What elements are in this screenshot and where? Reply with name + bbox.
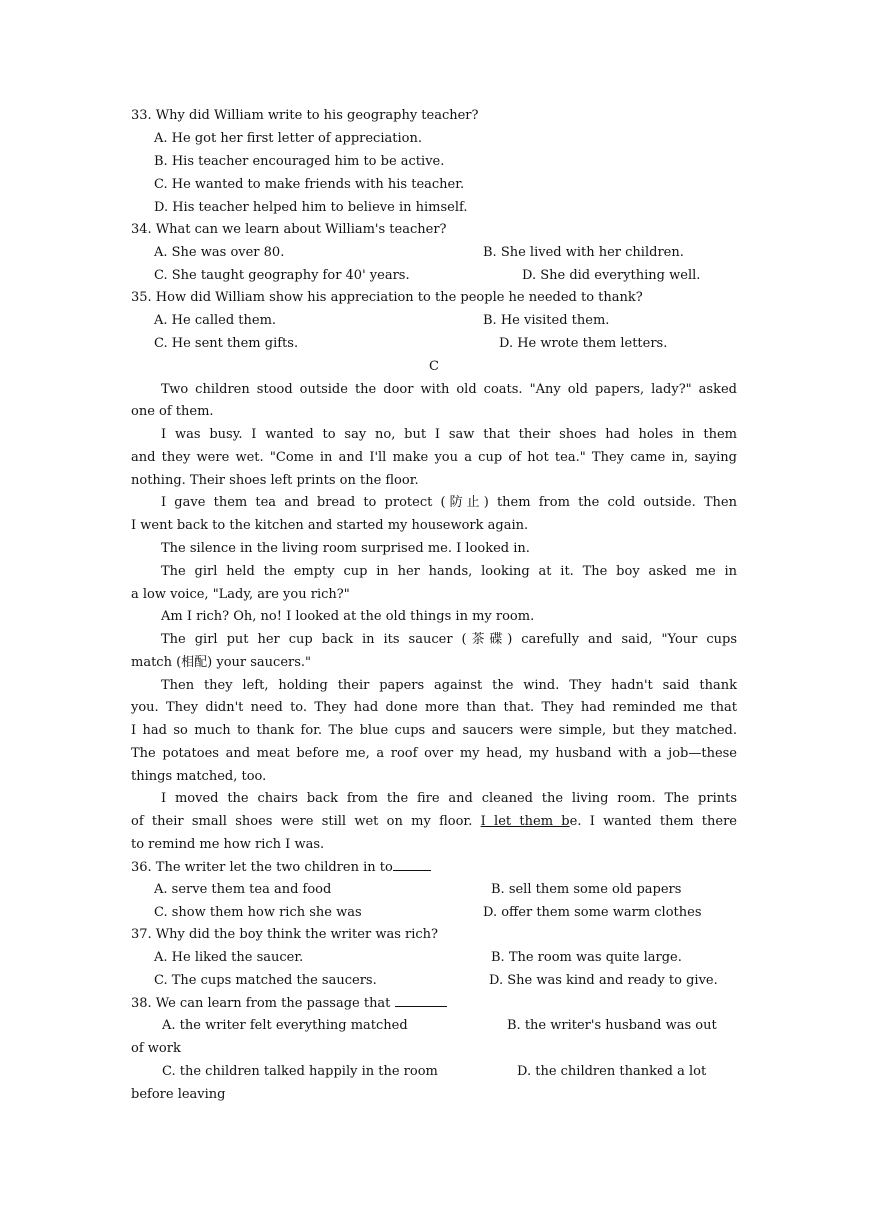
passage-p2-line1: I was busy. I wanted to say no, but I saw that their shoes had holes in them	[161, 427, 737, 442]
passage-p1-line2: one of them.	[131, 404, 214, 419]
q36-option-c: C. show them how rich she was	[154, 905, 362, 920]
q33-stem-text: 33. Why did William write to his geography teacher?	[131, 108, 479, 123]
q36-answer-blank	[393, 856, 431, 871]
passage-p9-line2-post: e. I wanted them there	[569, 814, 738, 829]
q37-option-b: B. The room was quite large.	[491, 950, 682, 965]
q37-option-a: A. He liked the saucer.	[154, 950, 304, 965]
q38-option-c: C. the children talked happily in the room	[162, 1064, 438, 1079]
q38-option-b-line2: of work	[131, 1041, 181, 1056]
q36-option-a: A. serve them tea and food	[154, 882, 332, 897]
passage-p7-line1: The girl put her cup back in its saucer (茶碟) carefully and said, "Your cups	[161, 632, 737, 647]
passage-p9-line2	[131, 810, 737, 833]
passage-p9-line2-pre: of their small shoes were still wet on my floor.	[131, 814, 481, 829]
q33-stem	[131, 104, 737, 127]
q35-option-c: C. He sent them gifts.	[154, 336, 299, 351]
q37-stem-text: 37. Why did the boy think the writer was rich?	[131, 927, 438, 942]
q35-stem-text: 35. How did William show his appreciation to the people he needed to thank?	[131, 290, 643, 305]
passage-p5-line1: The girl held the empty cup in her hands, looking at it. The boy asked me in	[161, 564, 737, 579]
q37-option-d: D. She was kind and ready to give.	[489, 973, 718, 988]
q38-answer-blank	[395, 992, 447, 1007]
q34-stem-text: 34. What can we learn about William's teacher?	[131, 222, 447, 237]
q38-option-d-line1: D. the children thanked a lot	[517, 1064, 707, 1079]
q36-stem-text: 36. The writer let the two children in to	[131, 860, 393, 875]
q33-option-d: D. His teacher helped him to believe in himself.	[154, 200, 468, 215]
passage-p2-line2: and they were wet. "Come in and I'll make you a cup of hot tea." They came in, saying	[131, 450, 737, 465]
q34-option-b: B. She lived with her children.	[483, 245, 684, 260]
passage-p6-line1: Am I rich? Oh, no! I looked at the old things in my room.	[161, 609, 535, 624]
q34-option-d: D. She did everything well.	[522, 268, 701, 283]
q34-option-a: A. She was over 80.	[154, 245, 285, 260]
q37-stem	[131, 923, 737, 946]
q35-option-d: D. He wrote them letters.	[499, 336, 668, 351]
passage-p9-line1: I moved the chairs back from the fire and cleaned the living room. The prints	[161, 791, 737, 806]
section-label: C	[429, 359, 439, 374]
passage-p8-line3: I had so much to thank for. The blue cups and saucers were simple, but they matched.	[131, 723, 737, 738]
q38-stem	[131, 992, 737, 1015]
passage-p5-line2: a low voice, "Lady, are you rich?"	[131, 587, 350, 602]
passage-p8-line5: things matched, too.	[131, 769, 267, 784]
passage-p8-line1: Then they left, holding their papers against the wind. They hadn't said thank	[161, 678, 737, 693]
passage-p4-line1: The silence in the living room surprised me. I looked in.	[161, 541, 530, 556]
passage-underlined-phrase: I let them b	[480, 814, 570, 829]
passage-p1-line1: Two children stood outside the door with old coats. "Any old papers, lady?" asked	[161, 382, 737, 397]
passage-p3-line1: I gave them tea and bread to protect (防止) them from the cold outside. Then	[161, 495, 737, 510]
passage-p3-line2: I went back to the kitchen and started my housework again.	[131, 518, 529, 533]
q36-option-d: D. offer them some warm clothes	[483, 905, 702, 920]
passage-p8-line2: you. They didn't need to. They had done more than that. They had reminded me that	[131, 700, 737, 715]
q36-stem	[131, 856, 737, 879]
passage-p7-line2: match (相配) your saucers."	[131, 655, 312, 670]
passage-p8-line4: The potatoes and meat before me, a roof over my head, my husband with a job—these	[131, 746, 737, 761]
passage-p9-line3: to remind me how rich I was.	[131, 837, 325, 852]
q35-stem	[131, 286, 737, 309]
q34-option-c: C. She taught geography for 40' years.	[154, 268, 410, 283]
q38-option-a: A. the writer felt everything matched	[162, 1018, 408, 1033]
q36-option-b: B. sell them some old papers	[491, 882, 682, 897]
q38-option-d-line2: before leaving	[131, 1087, 226, 1102]
q37-option-c: C. The cups matched the saucers.	[154, 973, 377, 988]
q38-option-b-line1: B. the writer's husband was out	[507, 1018, 717, 1033]
q35-option-a: A. He called them.	[154, 313, 277, 328]
q33-option-a: A. He got her first letter of appreciation.	[154, 131, 422, 146]
q33-option-c: C. He wanted to make friends with his teacher.	[154, 177, 465, 192]
q34-stem	[131, 218, 737, 241]
q35-option-b: B. He visited them.	[483, 313, 610, 328]
q38-stem-text: 38. We can learn from the passage that	[131, 996, 391, 1011]
q33-option-b: B. His teacher encouraged him to be active.	[154, 154, 445, 169]
passage-p2-line3: nothing. Their shoes left prints on the floor.	[131, 473, 419, 488]
